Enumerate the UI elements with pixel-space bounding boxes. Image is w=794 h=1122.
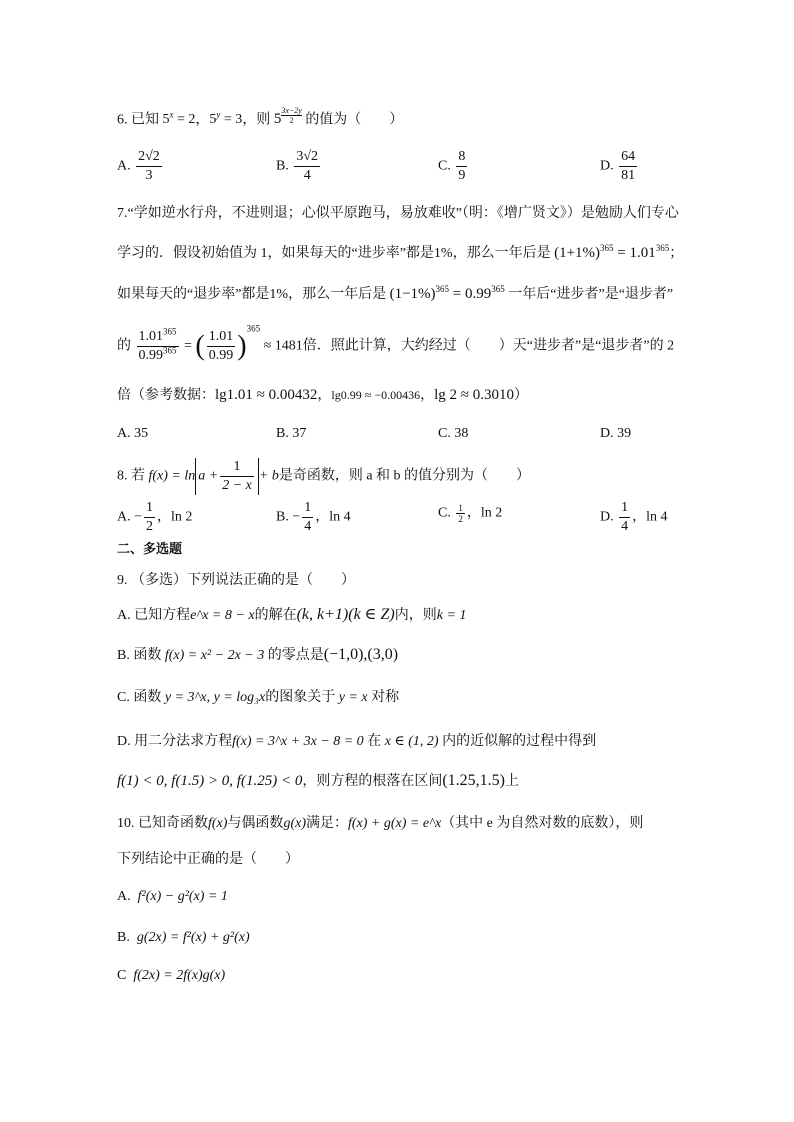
q6-option-b-den: 4	[303, 168, 311, 183]
q10-option-b-label: B.	[117, 930, 130, 945]
q10-option-a	[117, 888, 228, 906]
q9-a-eq: e^x = 8 − x	[190, 608, 255, 623]
q7-ref3: lg 2 ≈ 0.3010	[434, 387, 514, 403]
q8-option-b-num: 1	[302, 499, 313, 518]
q10-option-b-expr: g(2x) = f²(x) + g²(x)	[136, 930, 250, 945]
q7-progress-eq-exp: 365	[655, 243, 670, 253]
q7-progress-base: (1+1%)	[554, 245, 601, 261]
q7-option-a-label: A.	[117, 426, 131, 441]
q6-expr: 5 $^{\frac{3x-2y}{2}}$	[273, 106, 302, 128]
q8-option-a-num: 1	[144, 499, 155, 518]
q6-option-a-den: 3	[145, 168, 153, 183]
q7-line2f: ；	[669, 246, 684, 261]
q9-option-d-cont	[117, 772, 519, 791]
q7-ratio-frac2	[207, 328, 236, 365]
q9-d2-t1: ，则方程的根落在区间	[302, 774, 443, 789]
q7-line5b: ）	[514, 388, 528, 403]
q7-f2den: 0.99	[208, 348, 234, 363]
q7-regress-eq-exp: 365	[491, 284, 505, 294]
q8-option-a-log: ，ln 2	[157, 509, 193, 525]
q8-option-b-den: 4	[304, 519, 312, 534]
q7-regress-expr	[390, 286, 505, 302]
q8-option-a-den: 2	[146, 519, 154, 534]
q9-d-t2: 在	[367, 734, 382, 749]
q9-b-res: (−1,0),(3,0)	[323, 646, 399, 663]
q8-den: 2 − x	[222, 478, 252, 493]
q7-option-c-value: 38	[454, 426, 469, 441]
q6-option-a-label: A.	[117, 158, 131, 174]
q7-regress-base: (1−1%)	[389, 286, 436, 302]
q8-option-d-num: 1	[619, 499, 630, 518]
section-title: 二、多选题	[117, 541, 183, 556]
q8-stem	[117, 458, 530, 495]
q10-option-b	[117, 929, 250, 947]
q6-option-c-label: C.	[438, 158, 451, 174]
q7-option-d-label: D.	[600, 426, 614, 441]
q7-option-b	[276, 425, 306, 443]
q9-d-t3: 内的近似解的过程中得到	[442, 734, 597, 749]
q8-option-c-log: ，ln 2	[466, 505, 503, 521]
q6-exp-num: 3x−2y	[281, 106, 302, 115]
q7-f1denexp: 365	[163, 345, 177, 356]
q10-gx: g(x)	[283, 816, 306, 831]
q7-line3f: 一年后“进步者”是“退步者”	[504, 287, 674, 302]
q7-ratio-frac	[137, 328, 179, 365]
q8-option-a-sign: −	[134, 509, 143, 525]
q7-option-c	[438, 425, 468, 443]
q9-d-eq: f(x) = 3^x + 3x − 8 = 0	[232, 734, 364, 749]
q7-option-b-label: B.	[276, 426, 289, 441]
q6-option-d-num: 64	[619, 148, 637, 167]
q9-option-a	[117, 606, 466, 625]
q8-fx: f(x) = ln	[148, 468, 196, 484]
q6-option-a-num: 2√2	[136, 148, 162, 167]
q9-c-t3: 对称	[371, 690, 400, 705]
q7-line5a: 倍（参考数据：	[117, 388, 215, 403]
q6-tail: 的值为（ ）	[305, 112, 404, 128]
q7-f1numexp: 365	[163, 326, 177, 337]
q9-d-label: D.	[117, 734, 131, 749]
q9-c-t2: 的图象关于	[265, 690, 336, 705]
q8-option-a	[117, 499, 192, 536]
q7-option-b-value: 37	[292, 426, 307, 441]
q7-option-a	[117, 425, 148, 443]
q10-eq: f(x) + g(x) = e^x	[347, 816, 442, 831]
q8-option-c-label: C.	[438, 505, 451, 521]
q6-option-c-num: 8	[456, 148, 467, 167]
q10-option-a-label: A.	[117, 889, 131, 904]
q9-d2-t2: 上	[505, 774, 519, 789]
q6-stem: 6. 已知 $5^x = 2$，$5^y = 3$，则 5 $^{\frac{3x-2y}{2}}$ 的值为（ ）	[117, 106, 404, 128]
q9-option-c	[117, 689, 399, 707]
q7-option-d	[600, 425, 631, 443]
q9-option-d	[117, 733, 596, 751]
q8-option-a-label: A.	[117, 509, 131, 525]
q8-prefix: 8. 若	[117, 468, 145, 484]
q7-progress-expr	[554, 245, 669, 261]
q8-abs	[195, 458, 259, 495]
q10-line1	[117, 815, 643, 833]
q6-option-b-label: B.	[276, 158, 289, 174]
q8-option-c-num: 1	[458, 503, 463, 513]
q10-option-a-expr: f²(x) − g²(x) = 1	[137, 889, 228, 904]
q7-eq: =	[184, 338, 192, 354]
q8-num: 1	[220, 458, 254, 477]
q8-option-b-sign: −	[292, 509, 301, 525]
q7-line2a: 学习的．假设初始值为 1，如果每天的“进步率”都是1%，那么一年后是	[117, 246, 551, 261]
q7-line2	[117, 244, 683, 263]
q6-ask: ，则	[242, 112, 271, 128]
q10-option-c-label: C	[117, 968, 127, 983]
q7-option-c-label: C.	[438, 426, 451, 441]
q6-option-d-label: D.	[600, 158, 614, 174]
q7-line4b: 倍．照此计算，大约经过（ ）天“进步者”是“退步者”的 2	[302, 338, 675, 354]
q6-prefix: 6. 已知	[117, 112, 159, 128]
q7-line3	[117, 285, 673, 304]
q10-option-c	[117, 967, 225, 985]
q9-b-t2: 的零点是	[267, 648, 324, 663]
q6-option-a	[117, 148, 164, 185]
q7-regress-eq: = 0.99	[449, 286, 492, 302]
q7-progress-eq: = 1.01	[613, 245, 656, 261]
q9-c-res: y = x	[338, 690, 368, 705]
q10-line2: 下列结论中正确的是（ ）	[117, 852, 299, 867]
q8-option-b	[276, 499, 351, 536]
q7-ref1: lg1.01 ≈ 0.00432	[215, 387, 318, 403]
q8-option-d	[600, 499, 668, 536]
q6-option-d	[600, 148, 639, 185]
q8-plusb: + b	[258, 468, 279, 484]
q7-line5: 倍（参考数据：lg1.01 ≈ 0.00432，lg0.99 ≈ −0.00436，lg 2 ≈ 0.3010）	[117, 387, 528, 403]
q8-option-d-label: D.	[600, 509, 614, 525]
q9-option-b	[117, 646, 398, 665]
q7-line1: 7.“学如逆水行舟，不进则退；心似平原跑马，易放难收”（明：《增广贤文》）是勉励人们专心	[117, 206, 679, 221]
q10-line1c: 满足：	[305, 816, 348, 831]
q9-stem: 9. （多选）下列说法正确的是（ ）	[117, 573, 355, 588]
q10-fx: f(x)	[208, 816, 228, 831]
q7-ref2: lg0.99 ≈ −0.00436	[331, 388, 421, 402]
q8-option-b-log: ，ln 4	[315, 509, 351, 525]
q8-tail: 是奇函数，则 a 和 b 的值分别为（ ）	[278, 468, 531, 484]
q9-d2-cond: f(1) < 0, f(1.5) > 0, f(1.25) < 0	[117, 773, 303, 789]
q8-option-c	[438, 503, 502, 524]
q8-option-d-log: ，ln 4	[632, 509, 668, 525]
q9-d-dom: x ∈ (1, 2)	[384, 734, 439, 749]
q9-a-label: A.	[117, 608, 131, 623]
q9-c-t1: 函数	[133, 690, 162, 705]
q6-option-c	[438, 148, 469, 185]
q7-line4a: 的	[117, 338, 131, 354]
q9-b-eq: f(x) = x² − 2x − 3	[164, 648, 265, 663]
q9-b-t1: 函数	[133, 648, 162, 663]
q10-line1d: （其中 e 为自然对数的底数），则	[441, 816, 644, 831]
q10-line1a: 10. 已知奇函数	[117, 816, 208, 831]
q8-option-d-den: 4	[621, 519, 629, 534]
q9-a-t3: 内，则	[394, 608, 437, 623]
q6-option-c-den: 9	[458, 168, 466, 183]
q7-line4: 的 $\frac{1.01^{365}}{0.99^{365}}$ = ( $\frac{1.01}{0.99}$ )$^{365}$ ≈ 1481倍．照此计算，大约经过（ ）天“进步者”是“退步者”的 2	[117, 323, 675, 363]
q6-option-b-num: 3√2	[294, 148, 320, 167]
q7-progress-exp: 365	[600, 243, 614, 253]
q7-f2num: 1.01	[207, 328, 236, 347]
q7-option-a-value: 35	[134, 426, 149, 441]
q9-d-t1: 用二分法求方程	[134, 734, 233, 749]
q8-a: a +	[198, 468, 219, 484]
q9-a-t2: 的解在	[254, 608, 297, 623]
q7-approx: ≈ 1481	[263, 338, 303, 354]
q10-option-c-expr: f(2x) = 2f(x)g(x)	[133, 968, 226, 983]
q7-option-d-value: 39	[617, 426, 632, 441]
q6-option-b	[276, 148, 322, 185]
q9-a-t1: 已知方程	[134, 608, 191, 623]
q6-exp-den: 2	[289, 116, 294, 125]
q9-c-label: C.	[117, 690, 130, 705]
q9-c-eq: y = 3^x, y = log₃x	[164, 690, 266, 705]
q9-a-res: k = 1	[436, 608, 467, 623]
q8-option-c-den: 2	[458, 514, 463, 524]
q7-regress-exp: 365	[435, 284, 450, 294]
q10-line1b: 与偶函数	[227, 816, 284, 831]
q9-b-label: B.	[117, 648, 130, 663]
q7-f1den: 0.99	[138, 348, 163, 363]
q7-f2exp: 365	[246, 323, 261, 334]
q8-option-b-label: B.	[276, 509, 289, 525]
q6-option-d-den: 81	[621, 168, 636, 183]
q9-d2-res: (1.25,1.5)	[442, 772, 505, 789]
q7-f1num: 1.01	[138, 329, 163, 344]
q9-a-interval: (k, k+1)(k ∈ Z)	[296, 606, 395, 623]
q7-line3a: 如果每天的“退步率”都是1%，那么一年后是	[117, 287, 387, 302]
